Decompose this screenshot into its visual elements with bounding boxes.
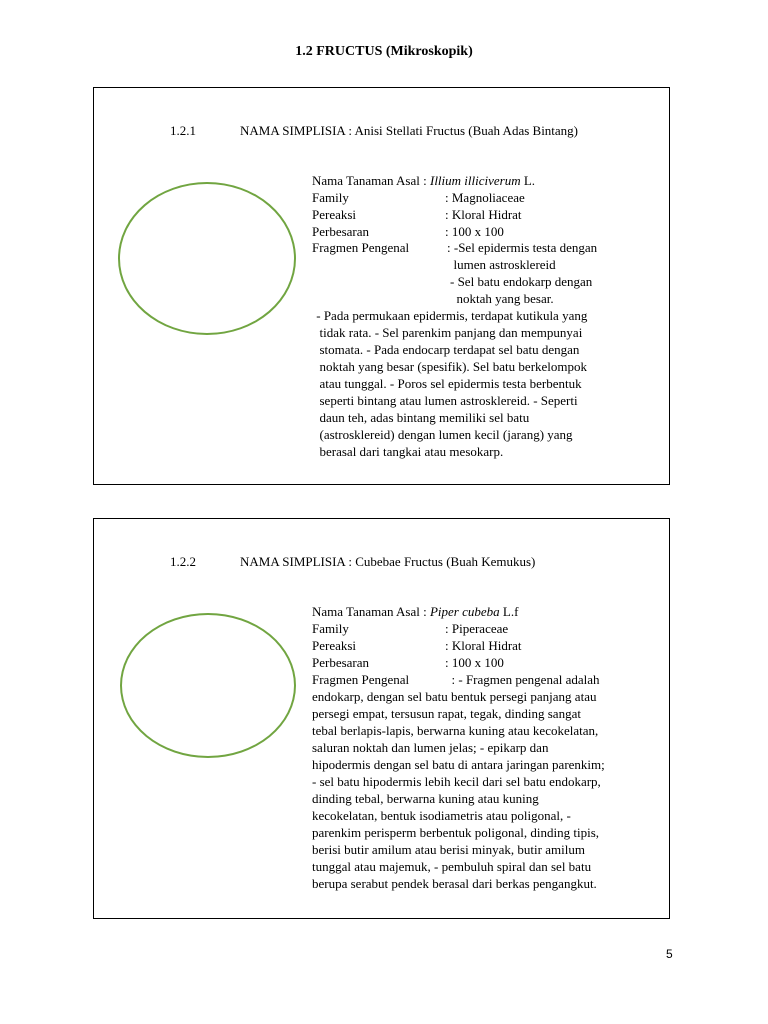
description-paragraph — [313, 307, 587, 460]
description-line: seperti bintang atau lumen astrosklereid. - Seperti — [313, 393, 578, 408]
nama-tanaman-asal — [312, 603, 518, 620]
species-name: Piper cubeba — [429, 604, 500, 619]
species-name: Illium illiciverum — [429, 173, 521, 188]
nama-tanaman-asal — [312, 172, 535, 189]
description-line: berupa serabut pendek berasal dari berkas pengangkut. — [312, 876, 597, 891]
nama-label: Nama Tanaman Asal : — [312, 604, 430, 619]
perbesaran-label: Perbesaran — [312, 224, 370, 239]
microscope-view-placeholder — [118, 182, 296, 335]
page-title: 1.2 FRUCTUS (Mikroskopik) — [295, 44, 473, 59]
description-line: noktah yang besar (spesifik). Sel batu berkelompok — [313, 359, 588, 374]
perbesaran-value: : 100 x 100 — [445, 224, 504, 239]
family-label: Family — [312, 190, 349, 205]
section-number: 1.2.2 — [170, 554, 196, 569]
microscope-view-placeholder — [120, 613, 296, 758]
simplisia-name: NAMA SIMPLISIA : Anisi Stellati Fructus (Buah Adas Bintang) — [240, 123, 579, 138]
perbesaran-value: : 100 x 100 — [445, 655, 504, 670]
description-line: daun teh, adas bintang memiliki sel batu — [313, 410, 530, 425]
family-label: Family — [312, 621, 349, 636]
description-line: berisi butir amilum atau berisi minyak, butir amilum — [312, 842, 585, 857]
description-line: atau tunggal. - Poros sel epidermis testa berbentuk — [313, 376, 582, 391]
description-line: stomata. - Pada endocarp terdapat sel batu dengan — [313, 342, 580, 357]
description-line: (astrosklereid) dengan lumen kecil (jarang) yang — [313, 427, 573, 442]
description-line: tebal berlapis-lapis, berwarna kuning atau kecokelatan, — [312, 723, 599, 738]
pereaksi-value: : Kloral Hidrat — [445, 638, 522, 653]
description-line: berasal dari tangkai atau mesokarp. — [313, 444, 504, 459]
simplisia-name: NAMA SIMPLISIA : Cubebae Fructus (Buah Kemukus) — [240, 554, 536, 569]
nama-label: Nama Tanaman Asal : — [312, 173, 430, 188]
fragmen-line: lumen astrosklereid — [447, 257, 556, 272]
pereaksi-label: Pereaksi — [312, 638, 357, 653]
pereaksi-label: Pereaksi — [312, 207, 357, 222]
description-line: persegi empat, tersusun rapat, tegak, dinding sangat — [312, 706, 581, 721]
pereaksi-value: : Kloral Hidrat — [445, 207, 522, 222]
family-value: : Piperaceae — [445, 621, 509, 636]
fragmen-line: : - Fragmen pengenal adalah — [445, 672, 600, 687]
fragmen-label: Fragmen Pengenal — [312, 240, 410, 255]
description-line: kecokelatan, bentuk isodiametris atau poligonal, - — [312, 808, 571, 823]
description-line: hipodermis dengan sel batu di antara jaringan parenkim; — [312, 757, 605, 772]
description-line: dinding tebal, berwarna kuning atau kuning — [312, 791, 539, 806]
description-paragraph — [312, 688, 605, 892]
description-line: tidak rata. - Sel parenkim panjang dan mempunyai — [313, 325, 583, 340]
fragmen-label: Fragmen Pengenal — [312, 672, 410, 687]
fragmen-line: noktah yang besar. — [450, 291, 554, 306]
fragmen-line: : -Sel epidermis testa dengan — [447, 240, 598, 255]
description-line: - Pada permukaan epidermis, terdapat kutikula yang — [313, 308, 588, 323]
page-number: 5 — [666, 947, 673, 961]
author-suffix: L. — [520, 173, 536, 188]
fragmen-line: - Sel batu endokarp dengan — [450, 274, 593, 289]
perbesaran-label: Perbesaran — [312, 655, 370, 670]
author-suffix: L.f — [499, 604, 519, 619]
section-number: 1.2.1 — [170, 123, 196, 138]
family-value: : Magnoliaceae — [445, 190, 525, 205]
description-line: parenkim perisperm berbentuk poligonal, dinding tipis, — [312, 825, 600, 840]
description-line: tunggal atau majemuk, - pembuluh spiral dan sel batu — [312, 859, 592, 874]
description-line: saluran noktah dan lumen jelas; - epikarp dan — [312, 740, 549, 755]
description-line: - sel batu hipodermis lebih kecil dari sel batu endokarp, — [312, 774, 601, 789]
description-line: endokarp, dengan sel batu bentuk persegi panjang atau — [312, 689, 597, 704]
